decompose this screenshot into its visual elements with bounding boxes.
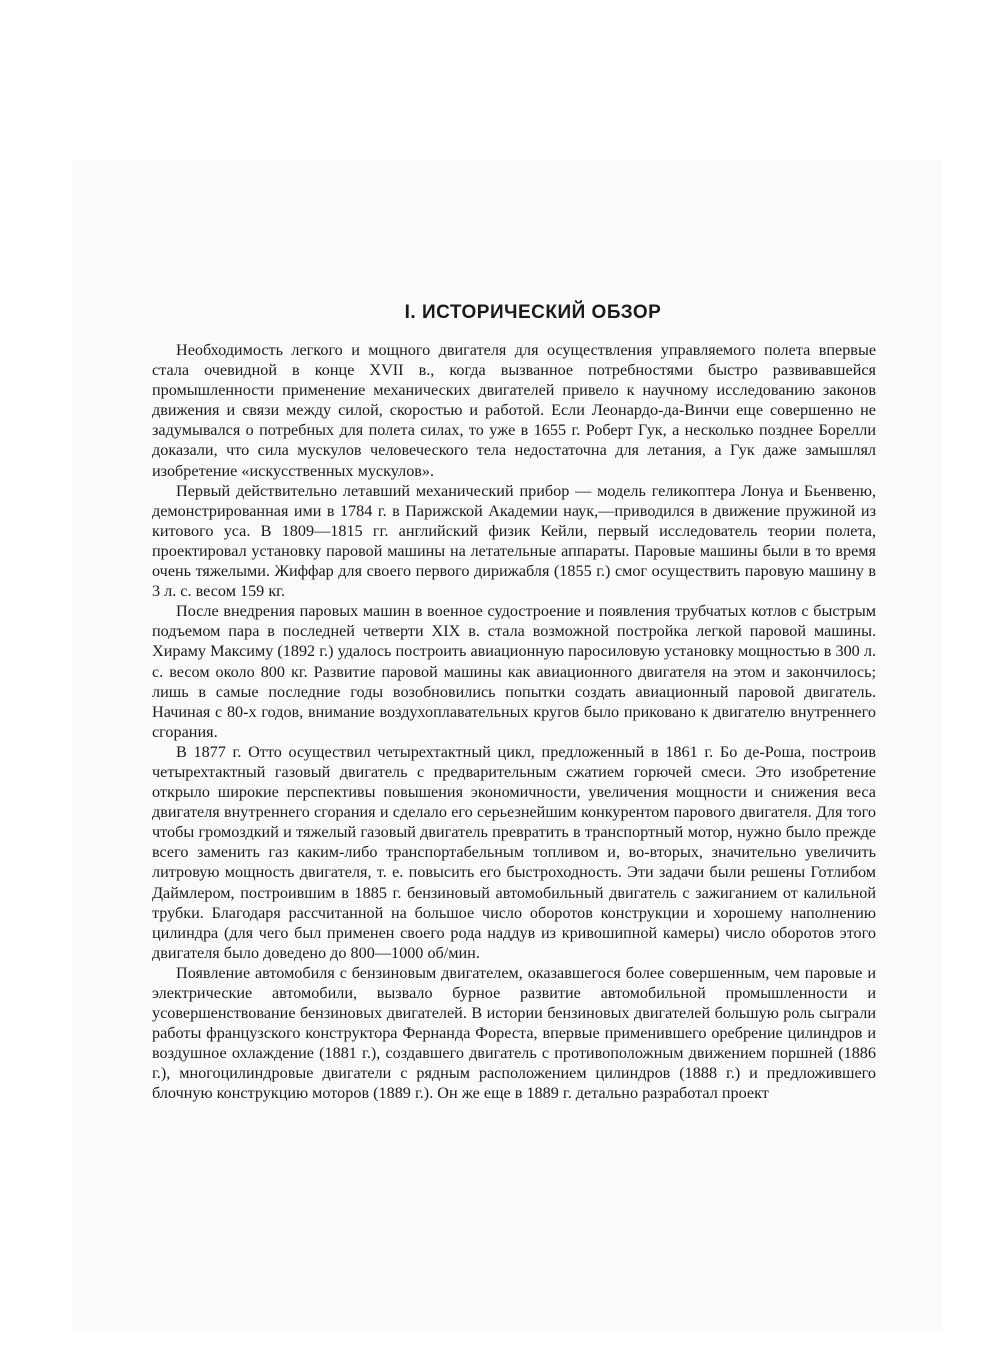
chapter-title: I. ИСТОРИЧЕСКИЙ ОБЗОР (404, 302, 662, 323)
paragraph-1: Необходимость легкого и мощного двигателя для осуществления управляемого полета впервые стала очевидной в конце XVII в., когда вызванное потребностями быстро развивавшейся промышленности применение механических двигателей привело к научному исследованию законов движения и связи между силой, скоростью и работой. Если Леонардо-да-Винчи еще совершенно не задумывался о потребных для полета силах, то уже в 1655 г. Роберт Гук, а несколько позднее Борелли доказали, что сила мускулов человеческого тела недостаточна для летания, а Гук даже замышлял изобретение «искусственных мускулов». (152, 341, 876, 480)
paragraph-5: Появление автомобиля с бензиновым двигателем, оказавшегося более совершенным, чем паровые и электрические автомобили, вызвало бурное развитие автомобильной промышленности и усовершенствование бензиновых двигателей. В истории бензиновых двигателей большую роль сыграли работы французского конструктора Фернанда Фореста, впервые применившего оребрение цилиндров и воздушное охлаждение (1881 г.), создавшего двигатель с противоположным движением поршней (1886 г.), многоцилиндровые двигатели с рядным расположением цилиндров (1888 г.) и предложившего блочную конструкцию моторов (1889 г.). Он же еще в 1889 г. детально разработал проект (152, 963, 876, 1103)
paragraph-3: После внедрения паровых машин в военное судостроение и появления трубчатых котлов с быстрым подъемом пара в последней четверти XIX в. стала возможной постройка легкой паровой машины. Хираму Максиму (1892 г.) удалось построить авиационную паросиловую установку мощностью в 300 л. с. весом около 800 кг. Развитие паровой машины как авиационного двигателя на этом и закончилось; лишь в самые последние годы возобновились попытки создать авиационный паровой двигатель. Начиная с 80-х годов, внимание воздухоплавательных кругов было приковано к двигателю внутреннего сгорания. (152, 602, 876, 741)
paragraph-2: Первый действительно летавший механический прибор — модель геликоптера Лонуа и Бьенвеню, демонстрированная ими в 1784 г. в Парижской Академии наук,—приводился в движение пружиной из китового уса. В 1809—1815 гг. английский физик Кейли, первый исследователь теории полета, проектировал установку паровой машины на летательные аппараты. Паровые машины были в то время очень тяжелыми. Жиффар для своего первого дирижабля (1855 г.) смог осуществить паровую машину в 3 л. с. весом 159 кг. (152, 481, 876, 601)
paragraph-4: В 1877 г. Отто осуществил четырехтактный цикл, предложенный в 1861 г. Бо де-Роша, построив четырехтактный газовый двигатель с предварительным сжатием горючей смеси. Это изобретение открыло широкие перспективы повышения экономичности, увеличения мощности и снижения веса двигателя внутреннего сгорания и сделало его серьезнейшим конкурентом парового двигателя. Для того чтобы громоздкий и тяжелый газовый двигатель превратить в транспортный мотор, нужно было прежде всего заменить газ каким-либо транспортабельным топливом и, во-вторых, значительно увеличить литровую мощность двигателя, т. е. повысить его быстроходность. Эти задачи были решены Готлибом Даймлером, построившим в 1885 г. бензиновый автомобильный двигатель с зажиганием от калильной трубки. Благодаря рассчитанной на большое число оборотов конструкции и хорошему наполнению цилиндра (для чего был применен своего рода наддув из кривошипной камеры) число оборотов этого двигателя было доведено до 800—1000 об/мин. (152, 742, 876, 962)
text-block (152, 298, 876, 1104)
